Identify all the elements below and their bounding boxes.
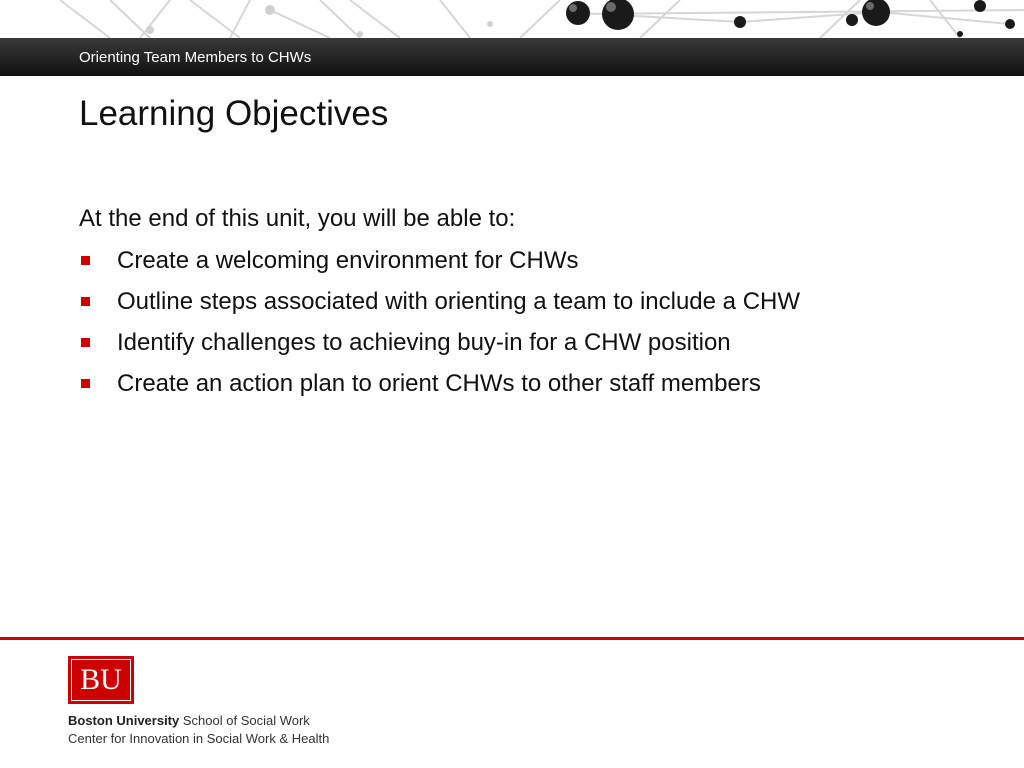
footer-center: Center for Innovation in Social Work & Health <box>68 731 330 746</box>
square-bullet-icon <box>81 256 90 265</box>
objective-text: Create a welcoming environment for CHWs <box>117 247 579 274</box>
objective-text: Create an action plan to orient CHWs to other staff members <box>117 370 761 397</box>
objective-item <box>79 246 800 287</box>
footer-school: School of Social Work <box>182 713 310 728</box>
objective-item <box>79 287 800 328</box>
header-bar <box>0 38 1024 76</box>
objective-text: Outline steps associated with orienting a team to include a CHW <box>117 288 801 315</box>
bu-logo <box>68 656 134 704</box>
objectives-list <box>79 246 800 410</box>
objective-item <box>79 328 800 369</box>
objective-item <box>79 369 800 410</box>
header-title: Orienting Team Members to CHWs <box>79 49 312 66</box>
network-graphic <box>0 0 1024 40</box>
square-bullet-icon <box>81 379 90 388</box>
square-bullet-icon <box>81 297 90 306</box>
footer-university: Boston University <box>68 713 180 728</box>
footer-institution <box>68 713 310 728</box>
square-bullet-icon <box>81 338 90 347</box>
objective-text: Identify challenges to achieving buy-in for a CHW position <box>117 329 731 356</box>
slide-title: Learning Objectives <box>79 94 389 133</box>
intro-text: At the end of this unit, you will be able to: <box>79 205 516 232</box>
network-decoration-icon <box>0 0 1024 40</box>
bu-logo-text: BU <box>71 659 131 701</box>
footer-divider <box>0 637 1024 640</box>
